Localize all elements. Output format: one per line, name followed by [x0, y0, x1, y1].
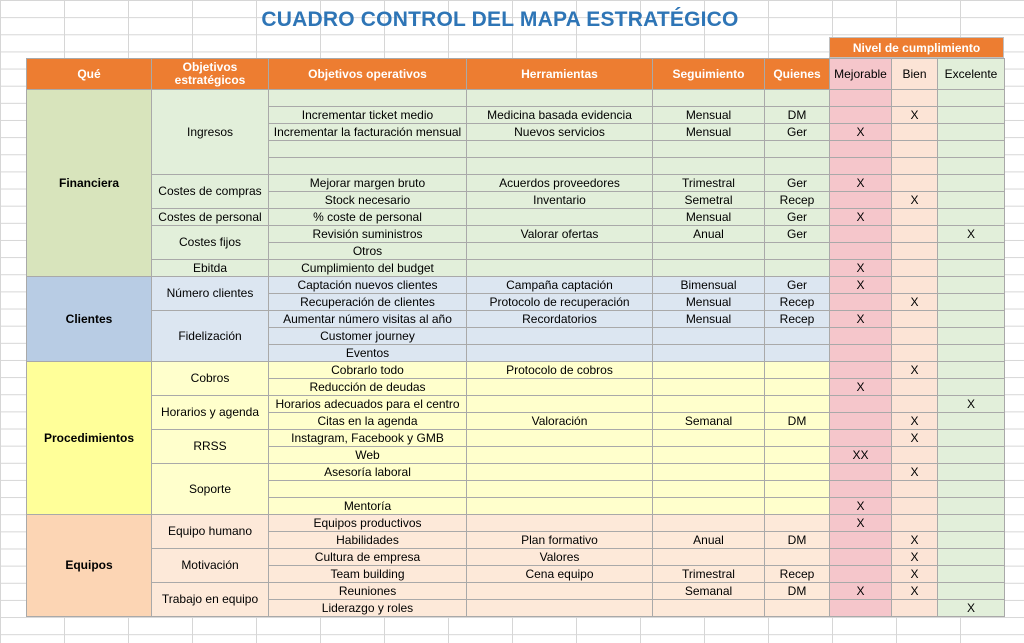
bien-cell[interactable]	[892, 515, 938, 532]
bien-cell[interactable]	[892, 260, 938, 277]
table-body	[27, 90, 1005, 617]
owner-cell[interactable]: DM	[765, 583, 830, 600]
tracking-cell[interactable]: Trimestral	[653, 566, 765, 583]
owner-cell[interactable]	[765, 362, 830, 379]
bien-cell[interactable]: X	[892, 362, 938, 379]
mejorable-cell[interactable]: X	[830, 379, 892, 396]
mejorable-cell[interactable]	[830, 549, 892, 566]
strategic-objective-cell[interactable]: Número clientes	[152, 277, 269, 311]
tracking-cell[interactable]	[653, 379, 765, 396]
mejorable-cell[interactable]: X	[830, 311, 892, 328]
excelente-cell[interactable]	[938, 277, 1005, 294]
excelente-cell[interactable]	[938, 549, 1005, 566]
table-row	[27, 175, 1005, 192]
tracking-cell[interactable]	[653, 430, 765, 447]
mejorable-cell[interactable]	[830, 328, 892, 345]
bien-cell[interactable]	[892, 311, 938, 328]
tool-cell[interactable]	[467, 345, 653, 362]
strategic-objective-cell[interactable]: Trabajo en equipo	[152, 583, 269, 617]
excelente-cell[interactable]	[938, 90, 1005, 107]
operative-objective-cell[interactable]: % coste de personal	[269, 209, 467, 226]
header-que[interactable]: Qué	[27, 59, 152, 90]
strategic-objective-cell[interactable]: Costes de personal	[152, 209, 269, 226]
bien-cell[interactable]: X	[892, 294, 938, 311]
tool-cell[interactable]	[467, 515, 653, 532]
tracking-cell[interactable]	[653, 481, 765, 498]
mejorable-cell[interactable]	[830, 600, 892, 617]
bien-cell[interactable]	[892, 498, 938, 515]
bien-cell[interactable]	[892, 328, 938, 345]
bien-cell[interactable]	[892, 447, 938, 464]
mejorable-cell[interactable]: X	[830, 209, 892, 226]
excelente-cell[interactable]	[938, 345, 1005, 362]
tracking-cell[interactable]	[653, 362, 765, 379]
tool-cell[interactable]: Valoración	[467, 413, 653, 430]
header-objetivos-estrategicos[interactable]: Objetivos estratégicos	[152, 59, 269, 90]
level-band-header[interactable]: Nivel de cumplimiento	[829, 37, 1004, 58]
mejorable-cell[interactable]	[830, 532, 892, 549]
table-row	[27, 430, 1005, 447]
tool-cell[interactable]	[467, 158, 653, 175]
owner-cell[interactable]	[765, 498, 830, 515]
table-row	[27, 226, 1005, 243]
tracking-cell[interactable]: Anual	[653, 226, 765, 243]
mejorable-cell[interactable]: X	[830, 124, 892, 141]
tracking-cell[interactable]	[653, 260, 765, 277]
bien-cell[interactable]	[892, 600, 938, 617]
owner-cell[interactable]	[765, 464, 830, 481]
mejorable-cell[interactable]	[830, 243, 892, 260]
excelente-cell[interactable]	[938, 124, 1005, 141]
tool-cell[interactable]: Campaña captación	[467, 277, 653, 294]
mejorable-cell[interactable]	[830, 396, 892, 413]
mejorable-cell[interactable]	[830, 141, 892, 158]
table-row	[27, 209, 1005, 226]
que-cell[interactable]: Clientes	[27, 277, 152, 362]
strategic-objective-cell[interactable]: Equipo humano	[152, 515, 269, 549]
owner-cell[interactable]: DM	[765, 107, 830, 124]
owner-cell[interactable]	[765, 328, 830, 345]
excelente-cell[interactable]: X	[938, 396, 1005, 413]
operative-objective-cell[interactable]: Liderazgo y roles	[269, 600, 467, 617]
operative-objective-cell[interactable]: Cumplimiento del budget	[269, 260, 467, 277]
excelente-cell[interactable]	[938, 566, 1005, 583]
header-objetivos-operativos[interactable]: Objetivos operativos	[269, 59, 467, 90]
tracking-cell[interactable]: Mensual	[653, 294, 765, 311]
owner-cell[interactable]	[765, 481, 830, 498]
bien-cell[interactable]: X	[892, 192, 938, 209]
owner-cell[interactable]	[765, 549, 830, 566]
table-row	[27, 549, 1005, 566]
bien-cell[interactable]: X	[892, 532, 938, 549]
operative-objective-cell[interactable]: Otros	[269, 243, 467, 260]
tool-cell[interactable]: Valores	[467, 549, 653, 566]
excelente-cell[interactable]	[938, 311, 1005, 328]
tool-cell[interactable]	[467, 498, 653, 515]
header-quienes[interactable]: Quienes	[765, 59, 830, 90]
operative-objective-cell[interactable]	[269, 481, 467, 498]
excelente-cell[interactable]	[938, 532, 1005, 549]
header-seguimiento[interactable]: Seguimiento	[653, 59, 765, 90]
owner-cell[interactable]: DM	[765, 413, 830, 430]
mejorable-cell[interactable]: X	[830, 175, 892, 192]
table-row	[27, 396, 1005, 413]
bien-cell[interactable]: X	[892, 549, 938, 566]
bien-cell[interactable]	[892, 209, 938, 226]
owner-cell[interactable]	[765, 260, 830, 277]
mejorable-cell[interactable]	[830, 294, 892, 311]
tool-cell[interactable]	[467, 430, 653, 447]
tool-cell[interactable]: Cena equipo	[467, 566, 653, 583]
excelente-cell[interactable]	[938, 481, 1005, 498]
tool-cell[interactable]	[467, 600, 653, 617]
owner-cell[interactable]	[765, 396, 830, 413]
excelente-cell[interactable]	[938, 583, 1005, 600]
tool-cell[interactable]	[467, 260, 653, 277]
table-row	[27, 277, 1005, 294]
table-row	[27, 583, 1005, 600]
owner-cell[interactable]: Ger	[765, 175, 830, 192]
mejorable-cell[interactable]	[830, 345, 892, 362]
strategic-objective-cell[interactable]: Ingresos	[152, 90, 269, 175]
bien-cell[interactable]	[892, 141, 938, 158]
owner-cell[interactable]: Recep	[765, 192, 830, 209]
mejorable-cell[interactable]	[830, 107, 892, 124]
header-excelente[interactable]: Excelente	[938, 59, 1005, 90]
owner-cell[interactable]	[765, 447, 830, 464]
bien-cell[interactable]	[892, 175, 938, 192]
excelente-cell[interactable]	[938, 464, 1005, 481]
bien-cell[interactable]: X	[892, 430, 938, 447]
tracking-cell[interactable]: Mensual	[653, 311, 765, 328]
mejorable-cell[interactable]	[830, 566, 892, 583]
strategic-objective-cell[interactable]: Cobros	[152, 362, 269, 396]
owner-cell[interactable]	[765, 141, 830, 158]
operative-objective-cell[interactable]: Web	[269, 447, 467, 464]
bien-cell[interactable]: X	[892, 464, 938, 481]
tracking-cell[interactable]	[653, 600, 765, 617]
mejorable-cell[interactable]	[830, 481, 892, 498]
excelente-cell[interactable]	[938, 379, 1005, 396]
operative-objective-cell[interactable]: Horarios adecuados para el centro	[269, 396, 467, 413]
tracking-cell[interactable]: Bimensual	[653, 277, 765, 294]
tool-cell[interactable]	[467, 464, 653, 481]
tool-cell[interactable]: Recordatorios	[467, 311, 653, 328]
mejorable-cell[interactable]	[830, 90, 892, 107]
operative-objective-cell[interactable]: Mentoría	[269, 498, 467, 515]
excelente-cell[interactable]	[938, 260, 1005, 277]
header-row	[27, 59, 1005, 90]
owner-cell[interactable]	[765, 158, 830, 175]
tool-cell[interactable]	[467, 141, 653, 158]
owner-cell[interactable]	[765, 379, 830, 396]
mejorable-cell[interactable]	[830, 158, 892, 175]
bien-cell[interactable]	[892, 158, 938, 175]
operative-objective-cell[interactable]: Mejorar margen bruto	[269, 175, 467, 192]
tracking-cell[interactable]	[653, 328, 765, 345]
mejorable-cell[interactable]: X	[830, 515, 892, 532]
mejorable-cell[interactable]: X	[830, 260, 892, 277]
mejorable-cell[interactable]	[830, 430, 892, 447]
header-bien[interactable]: Bien	[892, 59, 938, 90]
strategic-objective-cell[interactable]: Motivación	[152, 549, 269, 583]
bien-cell[interactable]	[892, 226, 938, 243]
excelente-cell[interactable]	[938, 107, 1005, 124]
tracking-cell[interactable]	[653, 549, 765, 566]
mejorable-cell[interactable]: X	[830, 277, 892, 294]
operative-objective-cell[interactable]: Reuniones	[269, 583, 467, 600]
mejorable-cell[interactable]	[830, 192, 892, 209]
operative-objective-cell[interactable]: Revisión suministros	[269, 226, 467, 243]
excelente-cell[interactable]	[938, 515, 1005, 532]
bien-cell[interactable]	[892, 396, 938, 413]
bien-cell[interactable]: X	[892, 107, 938, 124]
tool-cell[interactable]: Protocolo de recuperación	[467, 294, 653, 311]
bien-cell[interactable]	[892, 124, 938, 141]
tracking-cell[interactable]	[653, 396, 765, 413]
tool-cell[interactable]	[467, 328, 653, 345]
operative-objective-cell[interactable]	[269, 158, 467, 175]
excelente-cell[interactable]	[938, 328, 1005, 345]
tool-cell[interactable]	[467, 243, 653, 260]
operative-objective-cell[interactable]: Asesoría laboral	[269, 464, 467, 481]
operative-objective-cell[interactable]: Incrementar ticket medio	[269, 107, 467, 124]
table-row	[27, 464, 1005, 481]
operative-objective-cell[interactable]: Stock necesario	[269, 192, 467, 209]
owner-cell[interactable]: Recep	[765, 566, 830, 583]
table-row	[27, 515, 1005, 532]
owner-cell[interactable]: Ger	[765, 277, 830, 294]
que-cell[interactable]: Equipos	[27, 515, 152, 617]
header-mejorable[interactable]: Mejorable	[830, 59, 892, 90]
tracking-cell[interactable]	[653, 498, 765, 515]
mejorable-cell[interactable]	[830, 464, 892, 481]
bien-cell[interactable]: X	[892, 566, 938, 583]
tool-cell[interactable]	[467, 481, 653, 498]
bien-cell[interactable]: X	[892, 413, 938, 430]
bien-cell[interactable]	[892, 243, 938, 260]
strategic-objective-cell[interactable]: Costes fijos	[152, 226, 269, 260]
tool-cell[interactable]: Nuevos servicios	[467, 124, 653, 141]
excelente-cell[interactable]	[938, 243, 1005, 260]
tracking-cell[interactable]: Mensual	[653, 124, 765, 141]
operative-objective-cell[interactable]: Captación nuevos clientes	[269, 277, 467, 294]
owner-cell[interactable]	[765, 90, 830, 107]
strategic-objective-cell[interactable]: Ebitda	[152, 260, 269, 277]
tool-cell[interactable]: Medicina basada evidencia	[467, 107, 653, 124]
operative-objective-cell[interactable]: Equipos productivos	[269, 515, 467, 532]
header-herramientas[interactable]: Herramientas	[467, 59, 653, 90]
owner-cell[interactable]: Ger	[765, 124, 830, 141]
tracking-cell[interactable]	[653, 90, 765, 107]
owner-cell[interactable]: Recep	[765, 311, 830, 328]
operative-objective-cell[interactable]: Cobrarlo todo	[269, 362, 467, 379]
operative-objective-cell[interactable]	[269, 141, 467, 158]
mejorable-cell[interactable]	[830, 226, 892, 243]
tracking-cell[interactable]	[653, 243, 765, 260]
mejorable-cell[interactable]	[830, 362, 892, 379]
excelente-cell[interactable]	[938, 413, 1005, 430]
operative-objective-cell[interactable]: Customer journey	[269, 328, 467, 345]
strategic-objective-cell[interactable]: Costes de compras	[152, 175, 269, 209]
tracking-cell[interactable]	[653, 447, 765, 464]
tool-cell[interactable]: Valorar ofertas	[467, 226, 653, 243]
excelente-cell[interactable]	[938, 447, 1005, 464]
excelente-cell[interactable]	[938, 498, 1005, 515]
tool-cell[interactable]	[467, 90, 653, 107]
operative-objective-cell[interactable]	[269, 90, 467, 107]
bien-cell[interactable]	[892, 345, 938, 362]
strategic-objective-cell[interactable]: Soporte	[152, 464, 269, 515]
operative-objective-cell[interactable]: Instagram, Facebook y GMB	[269, 430, 467, 447]
tracking-cell[interactable]: Semanal	[653, 583, 765, 600]
operative-objective-cell[interactable]: Team building	[269, 566, 467, 583]
excelente-cell[interactable]: X	[938, 600, 1005, 617]
table-row	[27, 362, 1005, 379]
tracking-cell[interactable]: Mensual	[653, 107, 765, 124]
operative-objective-cell[interactable]: Recuperación de clientes	[269, 294, 467, 311]
tool-cell[interactable]: Plan formativo	[467, 532, 653, 549]
owner-cell[interactable]: Ger	[765, 209, 830, 226]
table-row	[27, 311, 1005, 328]
control-table	[26, 58, 1005, 617]
operative-objective-cell[interactable]: Aumentar número visitas al año	[269, 311, 467, 328]
tool-cell[interactable]	[467, 447, 653, 464]
operative-objective-cell[interactable]: Citas en la agenda	[269, 413, 467, 430]
tool-cell[interactable]: Acuerdos proveedores	[467, 175, 653, 192]
mejorable-cell[interactable]	[830, 413, 892, 430]
tracking-cell[interactable]	[653, 464, 765, 481]
bien-cell[interactable]	[892, 379, 938, 396]
tracking-cell[interactable]: Trimestral	[653, 175, 765, 192]
que-cell[interactable]: Financiera	[27, 90, 152, 277]
excelente-cell[interactable]	[938, 294, 1005, 311]
mejorable-cell[interactable]: XX	[830, 447, 892, 464]
excelente-cell[interactable]	[938, 362, 1005, 379]
tool-cell[interactable]	[467, 379, 653, 396]
mejorable-cell[interactable]: X	[830, 583, 892, 600]
operative-objective-cell[interactable]: Cultura de empresa	[269, 549, 467, 566]
excelente-cell[interactable]	[938, 192, 1005, 209]
operative-objective-cell[interactable]: Eventos	[269, 345, 467, 362]
excelente-cell[interactable]	[938, 158, 1005, 175]
owner-cell[interactable]	[765, 600, 830, 617]
operative-objective-cell[interactable]: Incrementar la facturación mensual	[269, 124, 467, 141]
excelente-cell[interactable]	[938, 430, 1005, 447]
excelente-cell[interactable]	[938, 141, 1005, 158]
tracking-cell[interactable]: Semanal	[653, 413, 765, 430]
tool-cell[interactable]: Inventario	[467, 192, 653, 209]
tracking-cell[interactable]: Semetral	[653, 192, 765, 209]
bien-cell[interactable]	[892, 277, 938, 294]
owner-cell[interactable]: Recep	[765, 294, 830, 311]
sheet-title: CUADRO CONTROL DEL MAPA ESTRATÉGICO	[261, 8, 739, 31]
que-cell[interactable]: Procedimientos	[27, 362, 152, 515]
mejorable-cell[interactable]: X	[830, 498, 892, 515]
owner-cell[interactable]	[765, 345, 830, 362]
tracking-cell[interactable]: Mensual	[653, 209, 765, 226]
owner-cell[interactable]: DM	[765, 532, 830, 549]
operative-objective-cell[interactable]: Habilidades	[269, 532, 467, 549]
owner-cell[interactable]	[765, 430, 830, 447]
operative-objective-cell[interactable]: Reducción de deudas	[269, 379, 467, 396]
tracking-cell[interactable]	[653, 158, 765, 175]
table-row	[27, 260, 1005, 277]
tracking-cell[interactable]: Anual	[653, 532, 765, 549]
tool-cell[interactable]	[467, 209, 653, 226]
bien-cell[interactable]	[892, 481, 938, 498]
strategic-objective-cell[interactable]: Horarios y agenda	[152, 396, 269, 430]
owner-cell[interactable]	[765, 515, 830, 532]
owner-cell[interactable]: Ger	[765, 226, 830, 243]
bien-cell[interactable]	[892, 90, 938, 107]
excelente-cell[interactable]	[938, 175, 1005, 192]
tracking-cell[interactable]	[653, 141, 765, 158]
bien-cell[interactable]: X	[892, 583, 938, 600]
owner-cell[interactable]	[765, 243, 830, 260]
excelente-cell[interactable]: X	[938, 226, 1005, 243]
strategic-objective-cell[interactable]: RRSS	[152, 430, 269, 464]
strategic-objective-cell[interactable]: Fidelización	[152, 311, 269, 362]
excelente-cell[interactable]	[938, 209, 1005, 226]
tool-cell[interactable]	[467, 396, 653, 413]
table-row	[27, 90, 1005, 107]
tracking-cell[interactable]	[653, 345, 765, 362]
tracking-cell[interactable]	[653, 515, 765, 532]
tool-cell[interactable]: Protocolo de cobros	[467, 362, 653, 379]
tool-cell[interactable]	[467, 583, 653, 600]
